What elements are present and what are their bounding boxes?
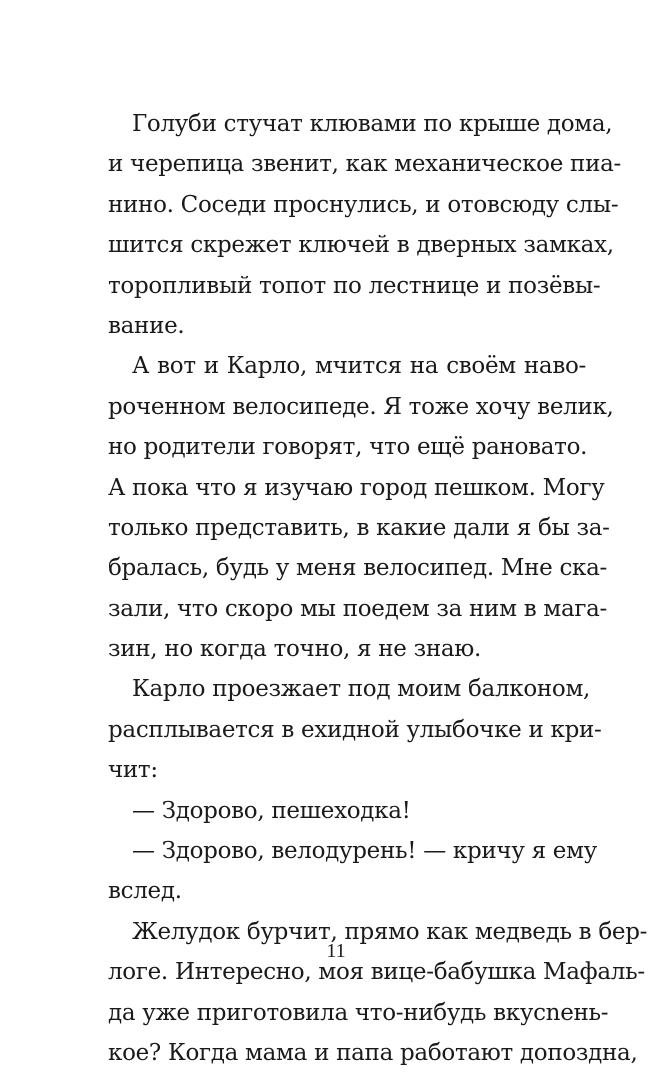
- text-line: чит:: [108, 757, 158, 784]
- text-line: логе. Интересно, моя вице-бабушка Мафаль-: [108, 959, 645, 986]
- text-line: да уже приготовила что-нибудь вкусnень-: [108, 999, 609, 1026]
- text-line: — Здорово, велодурень! — кричу я ему: [132, 838, 597, 865]
- text-line: торопливый топот по лестнице и позёвы-: [108, 272, 601, 299]
- text-line: но родители говорят, что ещё рановато.: [108, 434, 588, 461]
- text-line: А вот и Карло, мчится на своём наво-: [132, 353, 586, 380]
- text-line: нино. Соседи проснулись, и отовсюду слы-: [108, 191, 619, 218]
- text-line: роченном велосипеде. Я тоже хочу велик,: [108, 393, 614, 420]
- text-line: бралась, будь у меня велосипед. Мне ска-: [108, 555, 607, 582]
- text-line: Карло проезжает под моим балконом,: [132, 676, 591, 703]
- page-number: 11: [326, 940, 346, 962]
- text-line: кое? Когда мама и папа работают допоздна,: [108, 1039, 638, 1066]
- text-line: шится скрежет ключей в дверных замках,: [108, 232, 614, 259]
- text-line: вание.: [108, 312, 185, 339]
- text-line: зин, но когда точно, я не знаю.: [108, 636, 482, 663]
- page-body-text: [108, 104, 648, 1073]
- text-line: только представить, в какие дали я бы за-: [108, 514, 610, 541]
- text-line: расплывается в ехидной улыбочке и кри-: [108, 716, 602, 743]
- text-line: А пока что я изучаю город пешком. Могу: [108, 474, 605, 501]
- text-line: и черепица звенит, как механическое пиа-: [108, 151, 621, 178]
- text-line: вслед.: [108, 878, 182, 905]
- text-line: зали, что скоро мы поедем за ним в мага-: [108, 595, 607, 622]
- text-line: Голуби стучат клювами по крыше дома,: [132, 111, 613, 137]
- text-line: Желудок бурчит, прямо как медведь в бер-: [132, 918, 648, 945]
- text-line: — Здорово, пешеходка!: [132, 797, 411, 824]
